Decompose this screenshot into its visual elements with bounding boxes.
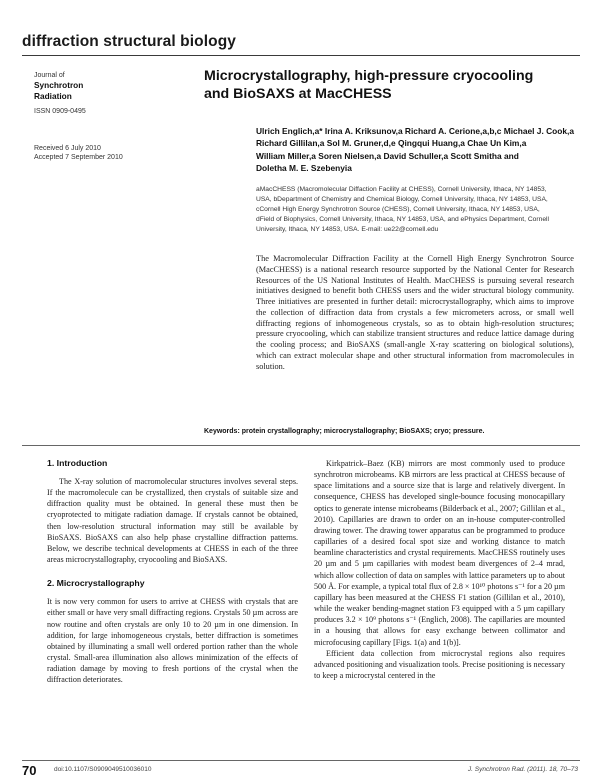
received-date: Received 6 July 2010 — [34, 145, 101, 152]
journal-name-line2: Radiation — [34, 90, 72, 101]
paragraph: It is now very common for users to arrive at CHESS with crystals that are either small or have very small diffracting regions. Crystals 50 µm across are now routine and often crystals are only 10 to 20 µm in one dimension. In addition, for large inhomogeneous crystals, better diffraction is sometimes obtained by illuminating a small well ordered portion rather than the whole crystal. Small-area illumination also allows minimization of the effects of radiation damage by moving to fresh portions of the crystal when the diffraction deteriorates. — [47, 597, 298, 685]
affiliation-line: University, Ithaca, NY 14853, USA. E-mail: ue22@cornell.edu — [256, 226, 439, 234]
journal-info — [34, 71, 194, 162]
paragraph: The X-ray solution of macromolecular structures involves several steps. If the macromolecule can be crystallized, then crystals of suitable size and diffraction quality must be obtained. In general these must then be cryoprotected to mitigate radiation damage. If crystals cannot be obtained, then low-resolution structural information may still be available by BioSAXS. BioSAXS can also help phase crystalline diffraction patterns. Below, we describe technical developments at CHESS in each of the three areas microcrystallography, cryocooling and BioSAXS. — [47, 477, 298, 565]
doi-link[interactable]: doi:10.1107/S0909049510036010 — [54, 766, 152, 773]
paper-title-line2: and BioSAXS at MacCHESS — [204, 86, 392, 102]
affiliation-line: aMacCHESS (Macromolecular Diffaction Facility at CHESS), Cornell University, Ithaca, NY 14853, — [256, 186, 547, 193]
section-heading: 1. Introduction — [47, 458, 108, 468]
affiliation-line: cCornell High Energy Synchrotron Source (CHESS), Cornell University, Ithaca, NY 14853, USA, — [256, 206, 540, 214]
section-heading: 2. Microcrystallography — [47, 578, 145, 589]
author-line: Doletha M. E. Szebenyia — [256, 162, 352, 173]
paragraph: Efficient data collection from microcrystal regions also requires advanced positioning and visualization tools. Precise positioning is necessary to keep a microcrystal centered in the — [314, 648, 565, 680]
author-line: Richard Gillilan,a Sol M. Gruner,d,e Qingqui Huang,a Chae Un Kim,a — [256, 138, 527, 149]
abstract: The Macromolecular Diffraction Facility at the Cornell High Energy Synchrotron Source (MacCHESS) is a national research resource supported by the National Center for Research Resources of the US National Institutes of Health. MacCHESS is pursuing several research initiatives designed to benefit both CHESS users and the wider structural biology community. Three initiatives are presented in further detail: microcrystallography, which aims to improve the collection of diffraction data from crystals a few micrometers across, or small well diffracting regions of inhomogeneous crystals, so as to obtain high-resolution structures; pressure cryocooling, which can stabilize transient structures and reduce lattice damage during the cooling process; and BioSAXS (small-angle X-ray scattering on biological solutions), which can extract molecular shape and other structural information from macromolecules in solution. — [256, 254, 574, 371]
issn: ISSN 0909-0495 — [34, 108, 86, 115]
body-column-right — [314, 458, 565, 681]
journal-citation: J. Synchrotron Rad. (2011). 18, 70–73 — [467, 766, 578, 773]
accepted-date: Accepted 7 September 2010 — [34, 154, 123, 161]
header-rule — [22, 55, 580, 56]
affiliations — [256, 185, 586, 235]
page-number: 70 — [22, 763, 37, 778]
affiliation-line: USA, bDepartment of Chemistry and Chemical Biology, Cornell University, Ithaca, NY 14853, USA, — [256, 196, 548, 204]
paper-title — [204, 67, 574, 103]
paper-title-line1: Microcrystallography, high-pressure cryocooling — [204, 68, 534, 84]
affiliation-line: dField of Biophysics, Cornell University, Ithaca, NY 14853, USA, and ePhysics Department, Cornell — [256, 216, 550, 224]
journal-name-line1: Synchrotron — [34, 80, 84, 90]
section-divider — [22, 445, 580, 446]
section-title: diffraction structural biology — [22, 33, 236, 50]
author-line: William Miller,a Soren Nielsen,a David Schuller,a Scott Smitha and — [256, 150, 519, 161]
keywords: Keywords: protein crystallography; microcrystallography; BioSAXS; cryo; pressure. — [204, 428, 485, 435]
paragraph: Kirkpatrick–Baez (KB) mirrors are most commonly used to produce synchrotron microbeams. KB mirrors are less practical at CHESS because of space limitations and a source size that is large and relatively divergent. In consequence, CHESS has developed single-bounce focusing monocapillary optics to generate intense microbeams (Bilderback et al., 2007; Gillilan et al., 2010). Capillaries are drawn to order on an in-house computer-controlled drawing tower. The drawing tower apparatus can be programmed to produce capillaries of a desired focal spot size and working distance to match beamline characteristics and crystal requirements. MacCHESS routinely uses 20 µm and 5 µm capillaries with modest beam divergences of 2–4 mrad, which allow collection of data on samples with lattice parameters up to about 500 Å. For example, a typical total flux of 2.8 × 10¹⁰ photons s⁻¹ for a 20 µm capillary has been measured at the CHESS F1 station (Gillilan et al., 2010), while the weaker bending-magnet station F3 equipped with a 5 µm capillary produces 3.2 × 10⁹ photons s⁻¹ (Englich, 2008). The capillaries are mounted in a housing that allows for easy exchange between collimator and microfocusing capillary [Figs. 1(a) and 1(b)]. — [314, 459, 565, 647]
body-column-left — [47, 458, 298, 686]
author-line: Ulrich Englich,a* Irina A. Kriksunov,a Richard A. Cerione,a,b,c Michael J. Cook,a — [256, 126, 575, 136]
footer-rule — [22, 760, 580, 761]
author-list — [256, 125, 586, 174]
journal-prefix: Journal of — [34, 72, 65, 79]
